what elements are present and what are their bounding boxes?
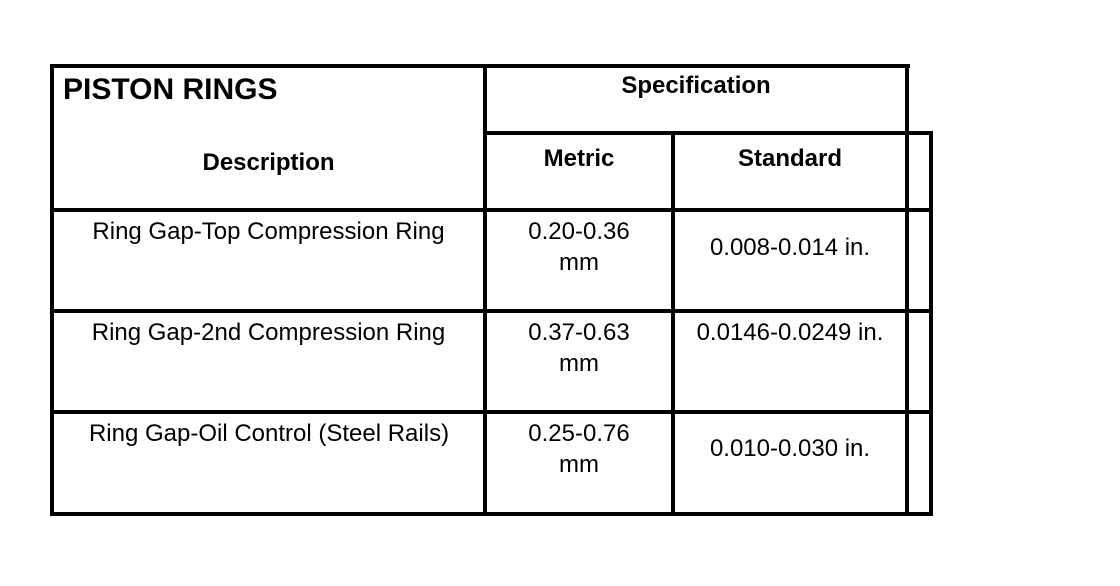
table-border-right bbox=[929, 131, 933, 516]
row-divider bbox=[50, 309, 933, 313]
row-standard: 0.0146-0.0249 in. bbox=[696, 319, 884, 346]
row-description: Ring Gap-2nd Compression Ring bbox=[91, 319, 446, 346]
header-bottom-line bbox=[50, 208, 933, 212]
row-divider bbox=[50, 410, 933, 414]
standard-header: Standard bbox=[737, 145, 842, 172]
table-border-bottom bbox=[50, 512, 933, 516]
row-standard: 0.008-0.014 in. bbox=[709, 234, 871, 261]
row-description: Ring Gap-Oil Control (Steel Rails) bbox=[88, 420, 450, 447]
description-header: Description bbox=[202, 149, 335, 176]
table-border-top bbox=[50, 64, 910, 68]
row-metric: 0.37-0.63 mm bbox=[528, 319, 630, 377]
row-description: Ring Gap-Top Compression Ring bbox=[92, 218, 445, 245]
standard-column-divider bbox=[905, 64, 909, 516]
description-column-divider bbox=[483, 64, 487, 516]
table-border-left bbox=[50, 64, 54, 516]
subheader-line bbox=[484, 131, 933, 135]
table-title: PISTON RINGS bbox=[63, 73, 278, 106]
row-metric: 0.20-0.36 mm bbox=[528, 218, 630, 276]
row-metric: 0.25-0.76 mm bbox=[528, 420, 630, 478]
specification-header: Specification bbox=[621, 72, 771, 99]
metric-header: Metric bbox=[543, 145, 615, 172]
row-standard: 0.010-0.030 in. bbox=[709, 435, 871, 462]
